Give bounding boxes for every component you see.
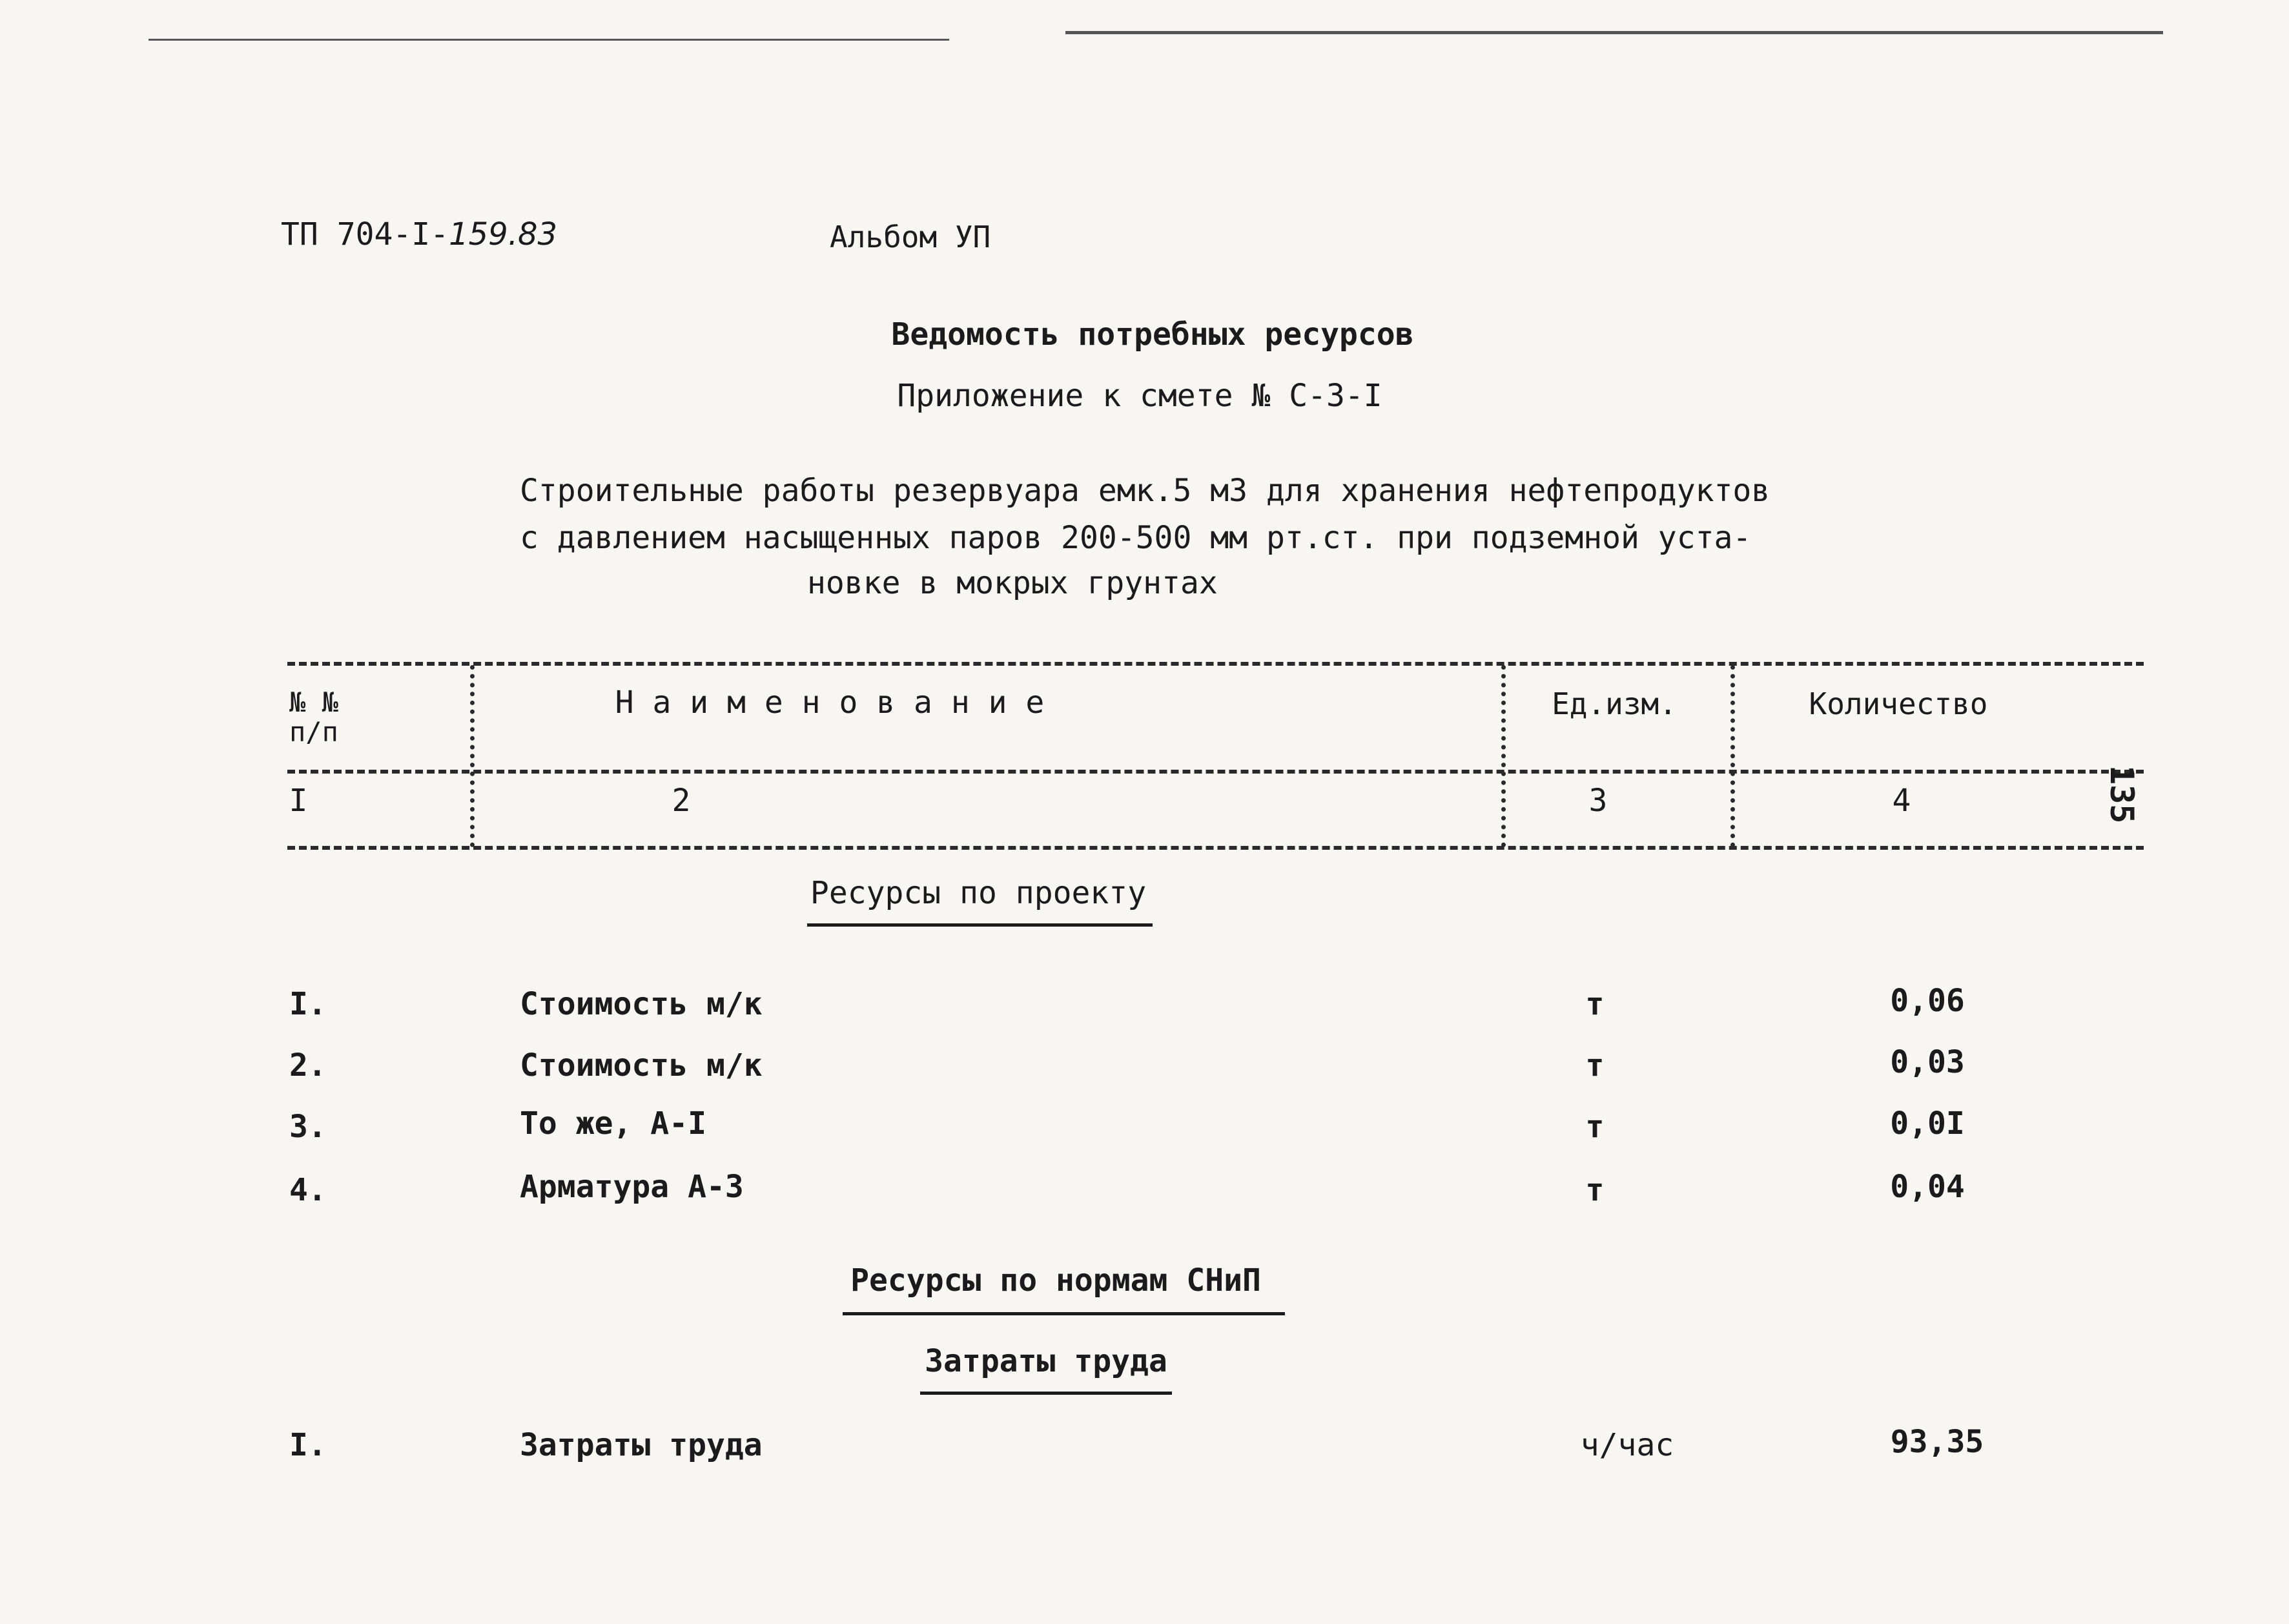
description-line-1: Строительные работы резервуара емк.5 м3 для хранения нефтепродуктов — [520, 473, 1771, 509]
row-quantity: 93,35 — [1890, 1424, 1984, 1460]
row-name: Стоимость м/к — [520, 1047, 763, 1084]
album-label: Альбом УП — [830, 220, 991, 254]
row-number: I. — [289, 1427, 327, 1463]
estimate-reference: Приложение к смете № С-3-I — [897, 378, 1382, 414]
top-edge-line-right — [1065, 31, 2163, 34]
column-index-4: 4 — [1892, 783, 1911, 819]
row-name: Затраты труда — [520, 1427, 763, 1463]
row-quantity: 0,04 — [1890, 1169, 1965, 1205]
description-line-2: с давлением насыщенных паров 200-500 мм рт.ст. при подземной уста- — [520, 520, 1752, 556]
doc-code-printed: ТП 704-I- — [281, 216, 449, 252]
section-snip-underline — [843, 1312, 1285, 1315]
header-cell-quantity: Количество — [1809, 686, 1988, 721]
section-project-title: Ресурсы по проекту — [810, 875, 1147, 911]
row-quantity: 0,03 — [1890, 1044, 1965, 1080]
header-number-sign: № № — [289, 686, 338, 718]
page-number: 135 — [2103, 765, 2140, 824]
doc-code — [281, 216, 557, 252]
row-unit: т — [1585, 1047, 1605, 1084]
section-snip-subtitle: Затраты труда — [925, 1343, 1167, 1379]
column-index-2: 2 — [672, 783, 691, 819]
row-number: 2. — [289, 1047, 327, 1084]
row-number: I. — [289, 986, 327, 1022]
row-name: Стоимость м/к — [520, 986, 763, 1022]
table-bottom-rule — [287, 846, 2144, 850]
description-line-3: новке в мокрых грунтах — [807, 565, 1218, 601]
document-title: Ведомость потребных ресурсов — [891, 316, 1414, 353]
row-unit: т — [1585, 1109, 1605, 1145]
column-divider-3 — [1730, 665, 1735, 847]
row-number: 3. — [289, 1109, 327, 1145]
row-name: Арматура А-3 — [520, 1169, 744, 1205]
table-mid-rule — [287, 770, 2144, 774]
section-project-underline — [807, 923, 1153, 927]
row-unit: ч/час — [1580, 1427, 1674, 1463]
section-snip-title: Ресурсы по нормам СНиП — [850, 1262, 1261, 1299]
header-cell-number — [289, 688, 338, 747]
table-top-rule — [287, 662, 2144, 666]
row-unit: т — [1585, 986, 1605, 1022]
column-divider-1 — [470, 665, 475, 847]
header-number-abbrev: п/п — [289, 716, 338, 748]
top-edge-line-left — [149, 39, 949, 41]
row-quantity: 0,06 — [1890, 983, 1965, 1019]
row-quantity: 0,0I — [1890, 1105, 1965, 1142]
header-cell-name: Н а и м е н о в а н и е — [615, 684, 1045, 721]
header-cell-unit: Ед.изм. — [1552, 686, 1677, 721]
column-divider-2 — [1501, 665, 1506, 847]
doc-code-handwritten: 159.83 — [449, 216, 558, 252]
column-index-1: I — [289, 783, 308, 819]
row-unit: т — [1585, 1172, 1605, 1208]
row-name: То же, А-I — [520, 1105, 706, 1142]
column-index-3: 3 — [1588, 783, 1608, 819]
section-snip-subtitle-underline — [920, 1392, 1172, 1395]
row-number: 4. — [289, 1172, 327, 1208]
